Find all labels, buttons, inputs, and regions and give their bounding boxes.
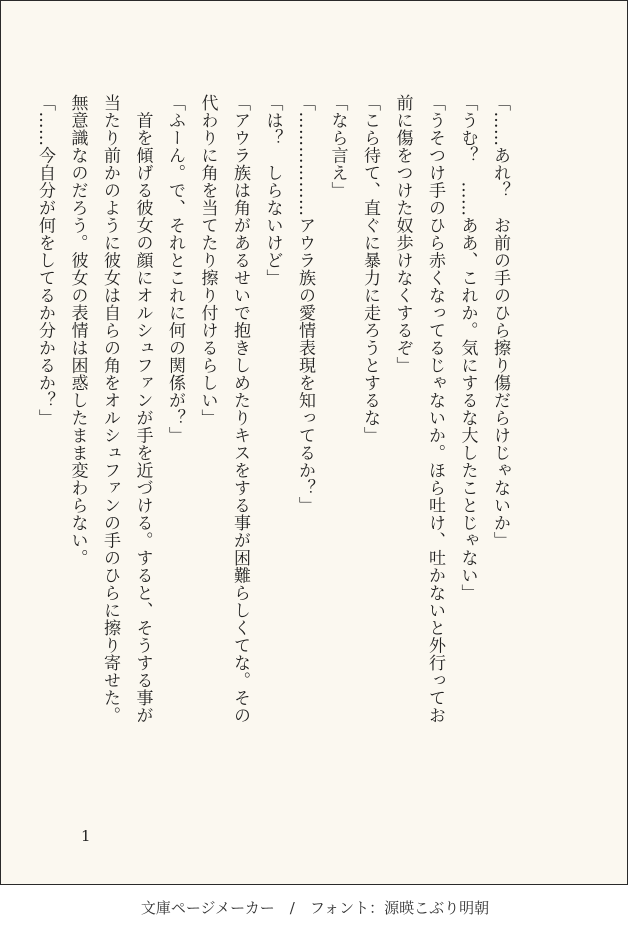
text-line: 「は？ しらないけど」	[262, 94, 283, 287]
text-line: 「こら待て、直ぐに暴力に走ろうとするな」	[360, 94, 380, 444]
text-line: 「うそつけ手のひら赤くなってるじゃないか。ほら吐け、吐かないと外行ってお	[425, 94, 445, 724]
text-line: 「なら言え」	[327, 94, 348, 199]
text-line: 代わりに角を当てたり擦り付けるらしい」	[197, 94, 218, 427]
text-line: 「……あれ？ お前の手のひら擦り傷だらけじゃないか」	[490, 94, 510, 549]
text-line: 「………………アウラ族の愛情表現を知ってるか？」	[295, 94, 315, 514]
text-line: 「うむ？ ……ああ、これか。気にするな大したことじゃない」	[457, 94, 478, 602]
text-line: 無意識なのだろう。彼女の表情は困惑したまま変わらない。	[67, 94, 88, 567]
vertical-text-body	[29, 94, 517, 814]
page-number: 1	[81, 827, 91, 845]
footer-credit: 文庫ページメーカー / フォント：源暎こぶり明朝	[140, 899, 490, 917]
text-line: 当たり前かのように彼女は自らの角をオルシュファンの手のひらに擦り寄せた。	[100, 94, 120, 724]
text-line: 「ふーん。で、それとこれに何の関係が？」	[165, 94, 185, 444]
text-line: 首を傾げる彼女の顔にオルシュファンが手を近づける。すると、そうする事が	[132, 94, 153, 724]
text-line: 「アウラ族は角があるせいで抱きしめたりキスをする事が困難らしくてな。その	[230, 94, 250, 724]
text-line: 前に傷をつけた奴歩けなくするぞ」	[392, 94, 413, 374]
text-line: 「……今自分が何をしてるか分かるか？」	[35, 94, 55, 427]
